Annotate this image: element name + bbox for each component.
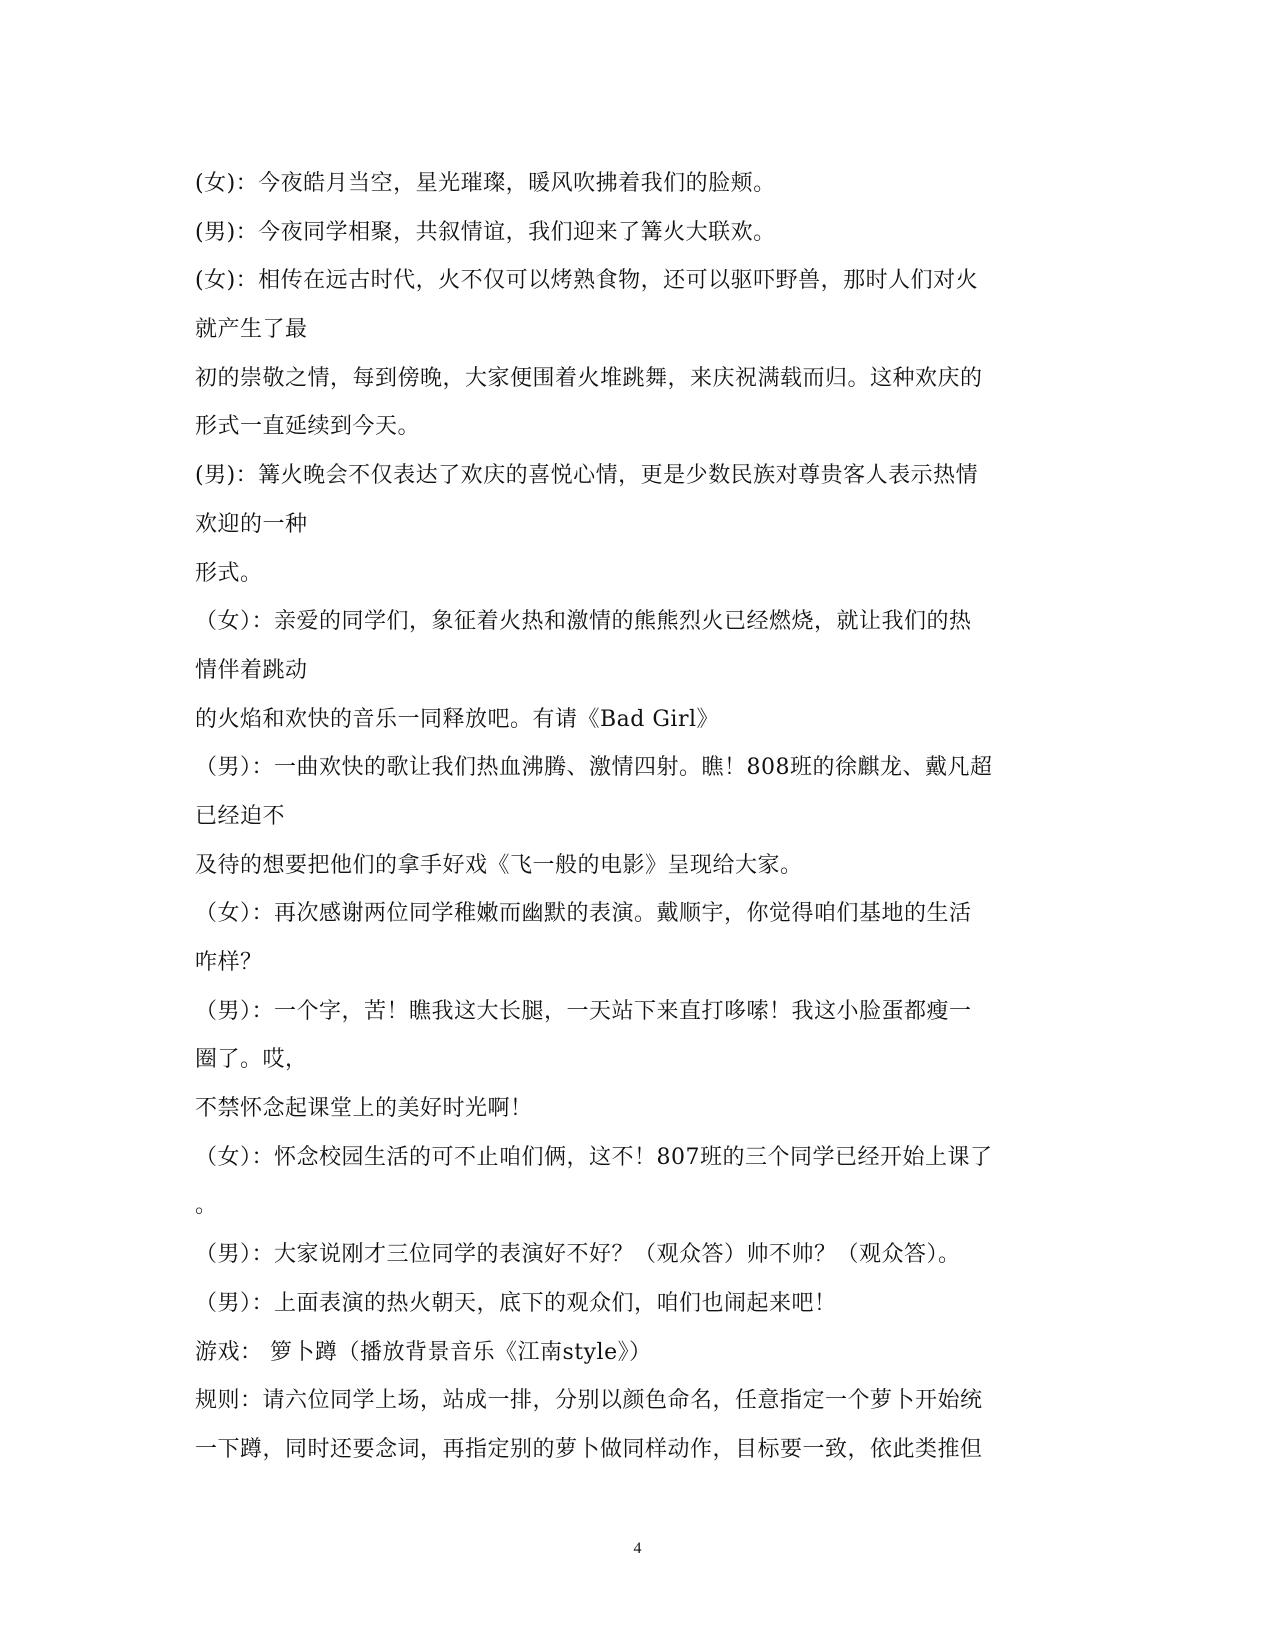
text-line: 规则：请六位同学上场，站成一排，分别以颜色命名，任意指定一个萝卜开始统 (195, 1388, 983, 1414)
text-line: (女)：今夜皓月当空，星光璀璨，暖风吹拂着我们的脸颊。 (195, 171, 776, 196)
text-line: 形式一直延续到今天。 (195, 414, 421, 440)
text-line: 及待的想要把他们的拿手好戏《飞一般的电影》呈现给大家。 (195, 852, 803, 878)
text-line: 欢迎的一种 (195, 511, 308, 537)
text-line: 已经迫不 (195, 803, 286, 829)
text-line: （男）：一个字，苦！瞧我这大长腿，一天站下来直打哆嗦！我这小脸蛋都瘦一 (195, 998, 972, 1024)
text-line: （男）：大家说刚才三位同学的表演好不好？（观众答）帅不帅？（观众答）。 (195, 1242, 961, 1268)
text-line: （女）：亲爱的同学们，象征着火热和激情的熊熊烈火已经燃烧，就让我们的热 (195, 609, 972, 635)
text-line: 一下蹲，同时还要念词，再指定别的萝卜做同样动作，目标要一致，依此类推但 (195, 1436, 983, 1462)
text-line: 不禁怀念起课堂上的美好时光啊！ (195, 1096, 533, 1122)
text-line: (男)：今夜同学相聚，共叙情谊，我们迎来了篝火大联欢。 (195, 219, 776, 245)
page-number: 4 (633, 1540, 642, 1557)
text-line: （女）：怀念校园生活的可不止咱们俩，这不！807班的三个同学已经开始上课了 (195, 1144, 993, 1170)
text-line: (女)：相传在远古时代，火不仅可以烤熟食物，还可以驱吓野兽，那时人们对火 (195, 268, 979, 294)
text-line: 。 (195, 1193, 218, 1219)
text-line: 咋样？ (195, 950, 263, 975)
text-line: 就产生了最 (195, 317, 308, 343)
text-line: 形式。 (195, 560, 263, 586)
text-line: （男）：一曲欢快的歌让我们热血沸腾、激情四射。瞧！808班的徐麒龙、戴凡超 (195, 755, 993, 781)
text-line: 初的崇敬之情，每到傍晚，大家便围着火堆跳舞，来庆祝满载而归。这种欢庆的 (195, 365, 983, 391)
text-line: (男)：篝火晚会不仅表达了欢庆的喜悦心情，更是少数民族对尊贵客人表示热情 (195, 463, 979, 489)
text-line: 的火焰和欢快的音乐一同释放吧。有请《Bad Girl》 (195, 706, 720, 732)
text-line: （男）：上面表演的热火朝天，底下的观众们，咱们也闹起来吧！ (195, 1290, 837, 1316)
text-line: （女）：再次感谢两位同学稚嫩而幽默的表演。戴顺宇，你觉得咱们基地的生活 (195, 901, 972, 927)
text-line: 情伴着跳动 (195, 657, 308, 683)
document-body (195, 160, 1085, 1475)
text-line: 游戏： 箩卜蹲（播放背景音乐《江南style》） (195, 1339, 652, 1365)
text-line: 圈了。哎， (195, 1047, 308, 1073)
